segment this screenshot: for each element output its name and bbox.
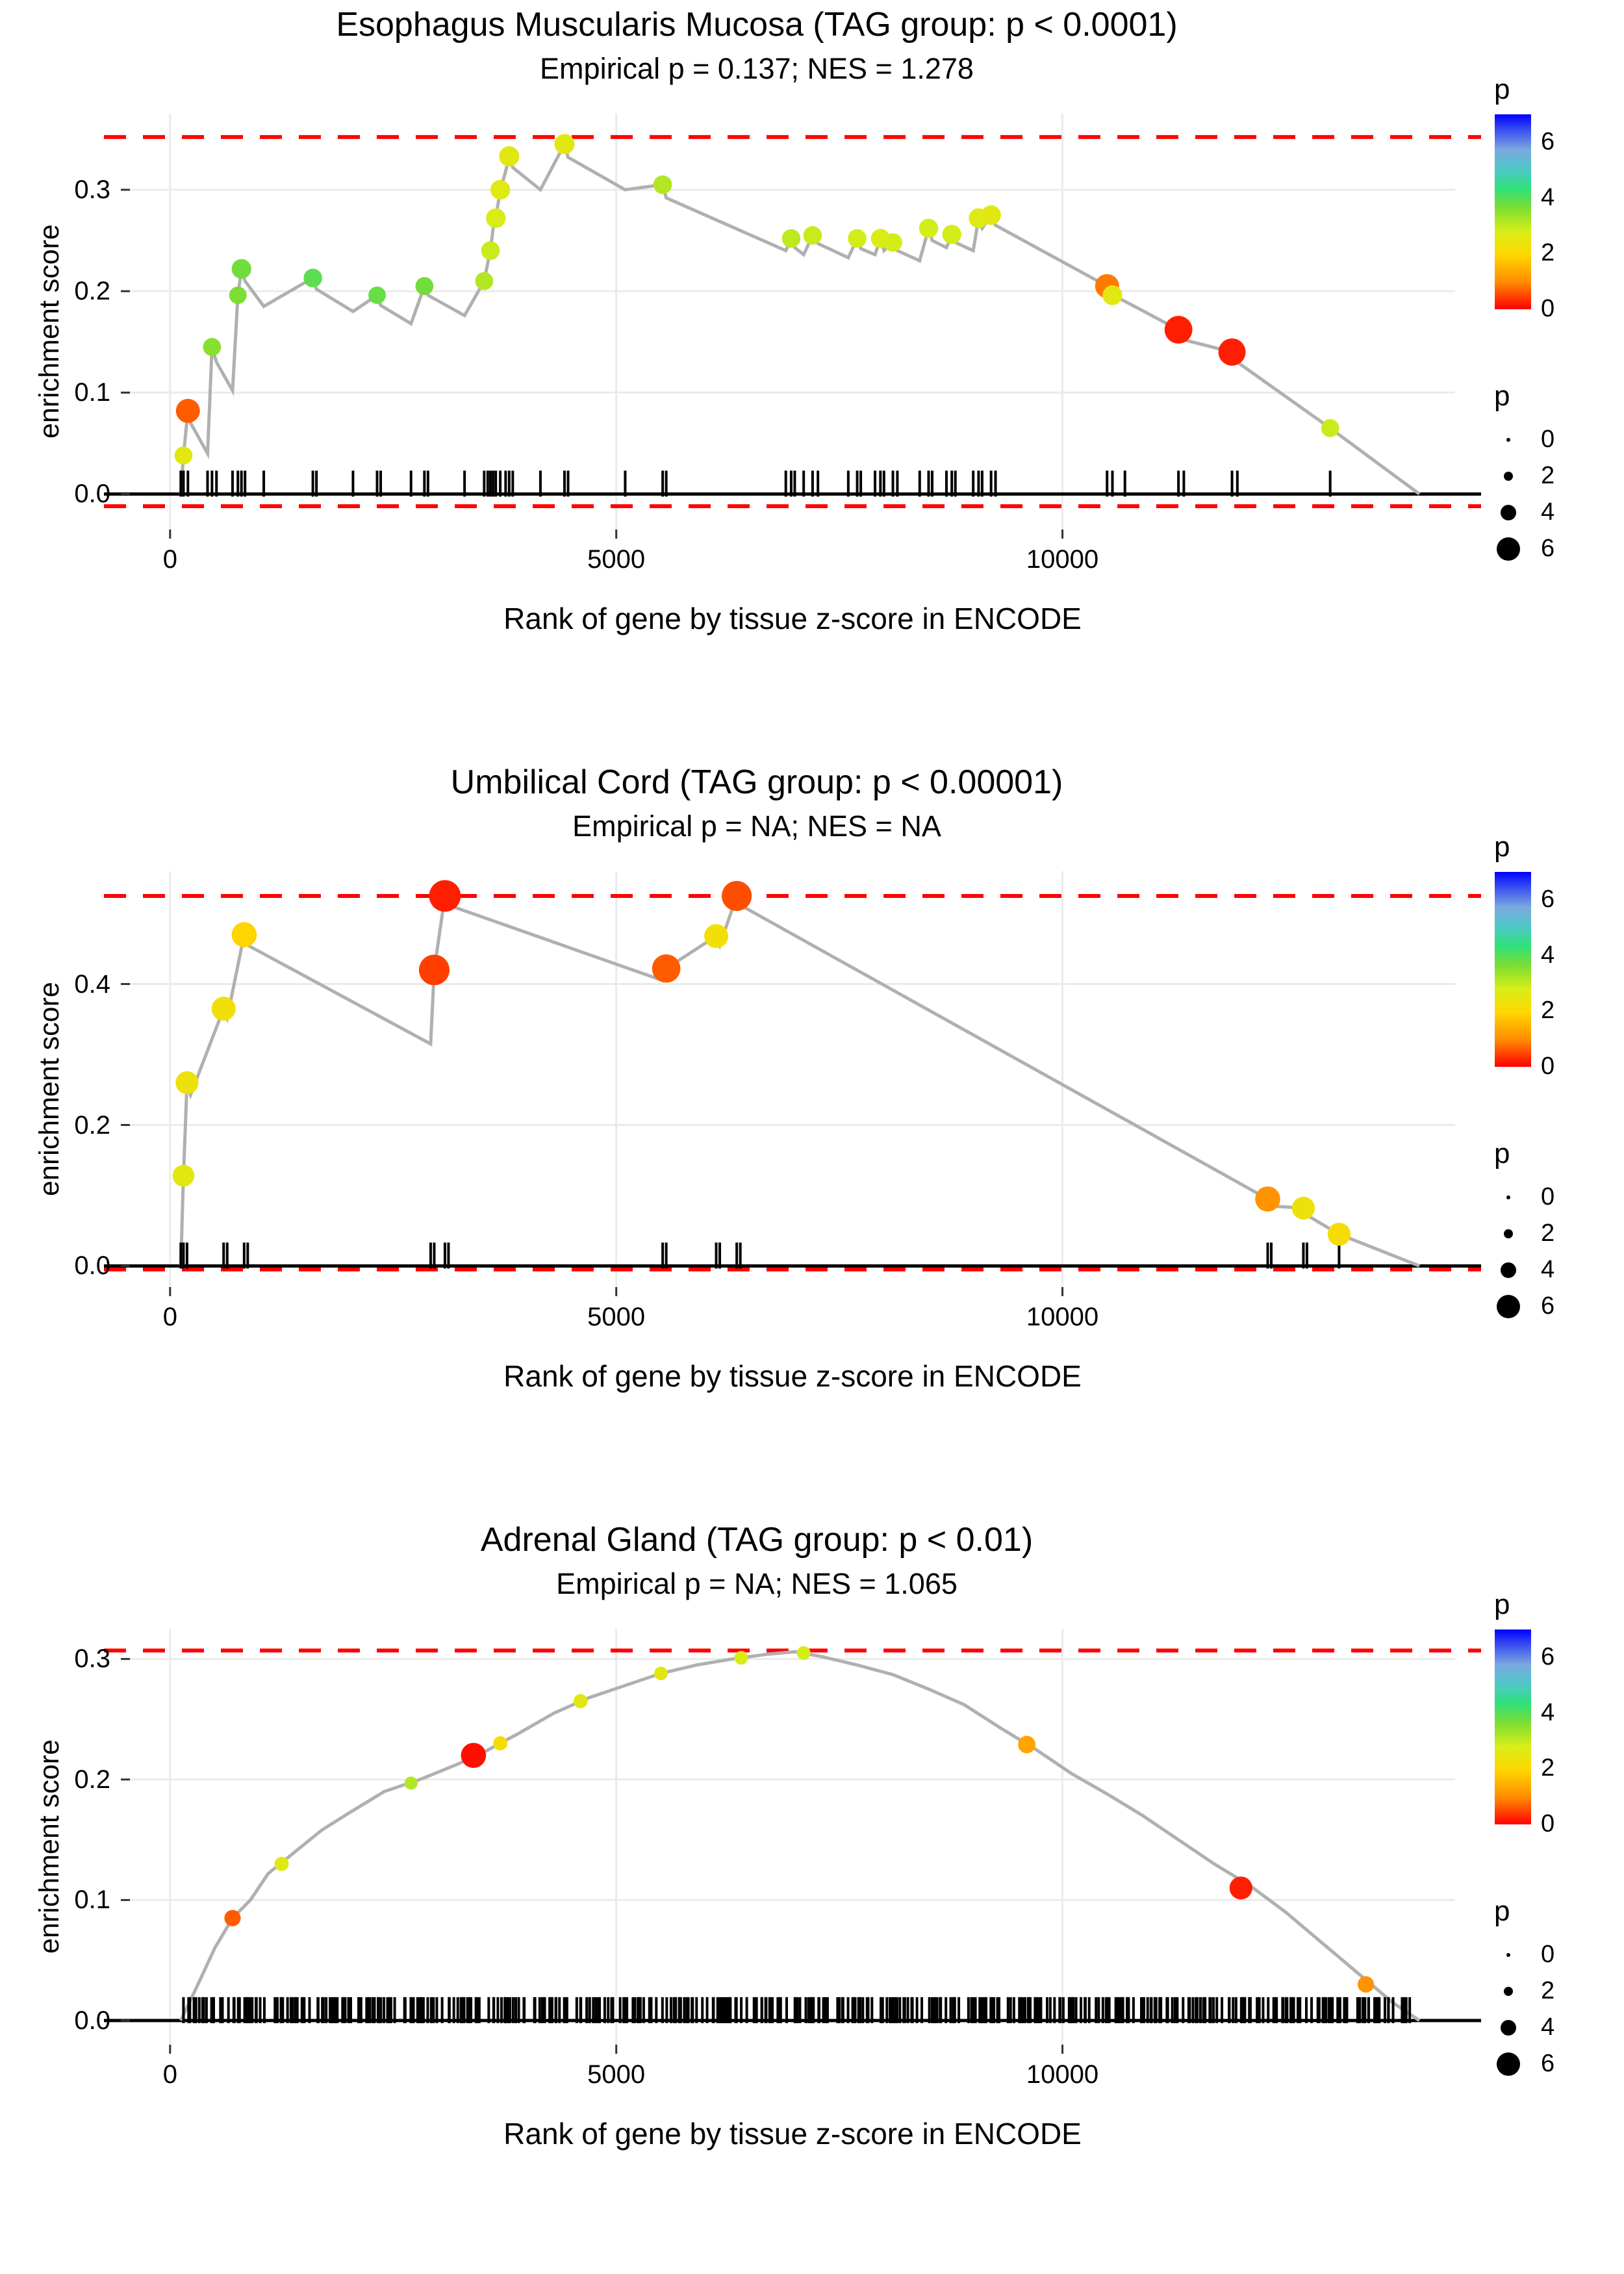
size-legend-label: 0 bbox=[1541, 1941, 1555, 1968]
x-axis-label: Rank of gene by tissue z-score in ENCODE bbox=[503, 1359, 1082, 1393]
enrichment-curve bbox=[181, 896, 1419, 1266]
data-point bbox=[943, 225, 961, 244]
y-tick-label: 0.3 bbox=[74, 1644, 110, 1674]
data-point bbox=[982, 205, 1001, 225]
data-point bbox=[493, 1736, 507, 1750]
data-point bbox=[1018, 1736, 1035, 1754]
size-legend-label: 0 bbox=[1541, 1183, 1555, 1210]
size-legend-dot bbox=[1506, 1953, 1510, 1957]
data-point bbox=[574, 1694, 588, 1708]
data-point bbox=[1219, 339, 1246, 366]
data-point bbox=[653, 175, 672, 194]
y-axis-label: enrichment score bbox=[34, 224, 65, 439]
size-legend-label: 6 bbox=[1541, 1292, 1555, 1320]
y-tick-label: 0.0 bbox=[74, 2006, 110, 2035]
data-point bbox=[704, 924, 728, 948]
colorbar-tick-label: 4 bbox=[1541, 1698, 1555, 1726]
data-point bbox=[368, 287, 386, 304]
data-point bbox=[415, 277, 433, 296]
colorbar-tick-label: 0 bbox=[1541, 1810, 1555, 1837]
data-point bbox=[797, 1646, 811, 1660]
size-legend-dot bbox=[1501, 1262, 1516, 1278]
y-tick-label: 0.0 bbox=[74, 1251, 110, 1281]
panel-subtitle: Empirical p = 0.137; NES = 1.278 bbox=[540, 52, 974, 85]
chart-panel-2 bbox=[0, 758, 1624, 1515]
y-tick-label: 0.1 bbox=[74, 1885, 110, 1915]
data-point bbox=[173, 1165, 195, 1187]
panel-title: Adrenal Gland (TAG group: p < 0.01) bbox=[480, 1521, 1034, 1559]
data-point bbox=[722, 881, 752, 911]
panel-subtitle: Empirical p = NA; NES = NA bbox=[572, 810, 941, 843]
y-tick-label: 0.2 bbox=[74, 1110, 110, 1140]
x-tick-label: 10000 bbox=[1026, 545, 1099, 574]
x-tick-label: 5000 bbox=[587, 1303, 646, 1331]
data-point bbox=[275, 1857, 289, 1871]
y-tick-label: 0.1 bbox=[74, 378, 110, 407]
colorbar-legend-title: p bbox=[1494, 1589, 1510, 1620]
data-point bbox=[232, 259, 251, 279]
x-axis-label: Rank of gene by tissue z-score in ENCODE bbox=[503, 2117, 1082, 2151]
data-point bbox=[782, 229, 801, 248]
data-point bbox=[419, 954, 450, 985]
data-point bbox=[1321, 419, 1339, 437]
size-legend-title: p bbox=[1494, 1138, 1510, 1169]
colorbar-legend-title: p bbox=[1494, 831, 1510, 863]
size-legend-label: 2 bbox=[1541, 1977, 1555, 2004]
data-point bbox=[883, 233, 902, 252]
data-point bbox=[486, 209, 505, 228]
data-point bbox=[481, 241, 500, 260]
p-value-colorbar bbox=[1494, 1629, 1532, 1825]
data-point bbox=[499, 146, 519, 166]
size-legend-dot bbox=[1506, 1195, 1510, 1199]
size-legend-dot bbox=[1497, 1295, 1520, 1318]
size-legend-dot bbox=[1504, 1987, 1513, 1996]
panel-title: Umbilical Cord (TAG group: p < 0.00001) bbox=[450, 763, 1063, 801]
panel-title: Esophagus Muscularis Mucosa (TAG group: p < 0.0001) bbox=[336, 6, 1178, 44]
enrichment-curve bbox=[181, 1652, 1419, 2021]
x-tick-label: 5000 bbox=[587, 545, 646, 574]
y-tick-label: 0.2 bbox=[74, 1765, 110, 1794]
data-point bbox=[1292, 1197, 1315, 1220]
data-point bbox=[461, 1743, 487, 1768]
size-legend-label: 2 bbox=[1541, 1220, 1555, 1247]
x-axis-label: Rank of gene by tissue z-score in ENCODE bbox=[503, 602, 1082, 635]
size-legend-dot bbox=[1497, 2052, 1520, 2076]
data-point bbox=[405, 1776, 418, 1789]
size-legend-label: 6 bbox=[1541, 535, 1555, 562]
size-legend-label: 6 bbox=[1541, 2050, 1555, 2077]
data-point bbox=[1255, 1186, 1280, 1212]
data-point bbox=[212, 997, 236, 1021]
size-legend-label: 4 bbox=[1541, 2013, 1555, 2041]
colorbar-tick-label: 4 bbox=[1541, 941, 1555, 969]
data-point bbox=[303, 269, 322, 288]
data-point bbox=[429, 880, 461, 912]
data-point bbox=[476, 272, 494, 290]
size-legend-dot bbox=[1506, 438, 1510, 442]
y-tick-label: 0.3 bbox=[74, 175, 110, 205]
data-point bbox=[1165, 316, 1193, 344]
y-axis-label: enrichment score bbox=[34, 982, 65, 1196]
x-tick-label: 10000 bbox=[1026, 2060, 1099, 2089]
data-point bbox=[224, 1910, 240, 1926]
colorbar-tick-label: 2 bbox=[1541, 1754, 1555, 1782]
colorbar-tick-label: 0 bbox=[1541, 295, 1555, 322]
data-point bbox=[848, 229, 867, 248]
colorbar-tick-label: 0 bbox=[1541, 1053, 1555, 1080]
data-point bbox=[919, 219, 938, 238]
size-legend-dot bbox=[1501, 2020, 1516, 2036]
data-point bbox=[654, 1667, 668, 1680]
colorbar-tick-label: 6 bbox=[1541, 885, 1555, 913]
colorbar-tick-label: 2 bbox=[1541, 239, 1555, 267]
enrichment-curve bbox=[181, 144, 1419, 494]
data-point bbox=[175, 446, 193, 465]
colorbar-legend-title: p bbox=[1494, 73, 1510, 105]
data-point bbox=[735, 1651, 748, 1665]
data-point bbox=[232, 922, 257, 947]
size-legend-label: 4 bbox=[1541, 1256, 1555, 1283]
data-point bbox=[176, 399, 200, 423]
size-legend-dot bbox=[1497, 537, 1520, 561]
data-point bbox=[1230, 1876, 1252, 1899]
y-tick-label: 0.4 bbox=[74, 969, 110, 999]
colorbar-tick-label: 6 bbox=[1541, 127, 1555, 155]
data-point bbox=[203, 338, 222, 356]
data-point bbox=[175, 1071, 198, 1094]
plot-canvas bbox=[0, 758, 1624, 1515]
x-tick-label: 0 bbox=[162, 1303, 177, 1331]
chart-panel-3 bbox=[0, 1515, 1624, 2273]
data-point bbox=[1358, 1976, 1374, 1993]
x-tick-label: 0 bbox=[162, 2060, 177, 2089]
data-point bbox=[804, 226, 822, 245]
size-legend-title: p bbox=[1494, 1895, 1510, 1927]
size-legend-label: 4 bbox=[1541, 498, 1555, 526]
size-legend-label: 0 bbox=[1541, 426, 1555, 453]
colorbar-tick-label: 2 bbox=[1541, 997, 1555, 1025]
colorbar-tick-label: 4 bbox=[1541, 183, 1555, 211]
data-point bbox=[554, 134, 574, 154]
size-legend-dot bbox=[1504, 472, 1513, 481]
y-tick-label: 0.0 bbox=[74, 479, 110, 509]
p-value-colorbar bbox=[1494, 871, 1532, 1067]
x-tick-label: 5000 bbox=[587, 2060, 646, 2089]
data-point bbox=[1328, 1223, 1351, 1246]
data-point bbox=[652, 954, 681, 983]
plot-canvas bbox=[0, 1515, 1624, 2273]
x-tick-label: 0 bbox=[162, 545, 177, 574]
colorbar-tick-label: 6 bbox=[1541, 1642, 1555, 1670]
panel-subtitle: Empirical p = NA; NES = 1.065 bbox=[556, 1567, 958, 1600]
size-legend-title: p bbox=[1494, 380, 1510, 412]
plot-canvas bbox=[0, 0, 1624, 758]
data-point bbox=[1102, 285, 1122, 305]
data-point bbox=[229, 287, 247, 304]
size-legend-dot bbox=[1501, 505, 1516, 520]
y-tick-label: 0.2 bbox=[74, 277, 110, 306]
p-value-colorbar bbox=[1494, 114, 1532, 310]
size-legend-label: 2 bbox=[1541, 462, 1555, 489]
x-tick-label: 10000 bbox=[1026, 1303, 1099, 1331]
size-legend-dot bbox=[1504, 1229, 1513, 1238]
data-point bbox=[490, 180, 510, 199]
y-axis-label: enrichment score bbox=[34, 1739, 65, 1954]
chart-panel-1 bbox=[0, 0, 1624, 758]
